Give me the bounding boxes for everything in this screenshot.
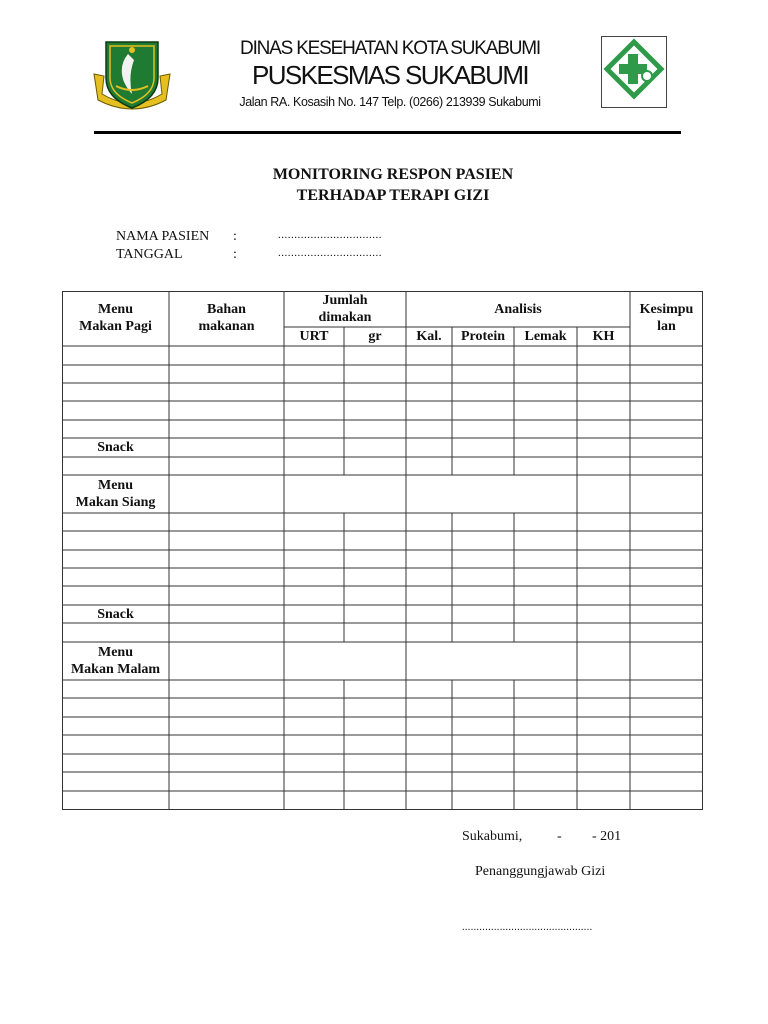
- row-label-snack-siang: Snack: [97, 607, 134, 622]
- col-header-kh: KH: [592, 329, 615, 344]
- col-header-lemak: Lemak: [524, 329, 567, 344]
- patient-name-colon: :: [233, 229, 237, 244]
- form-title-line1: MONITORING RESPON PASIEN: [272, 166, 514, 183]
- institution-address: Jalan RA. Kosasih No. 147 Telp. (0266) 213939 Sukabumi: [239, 95, 541, 109]
- date-label: TANGGAL: [116, 247, 183, 262]
- row-label-menu-malam: Menu Makan Malam: [70, 645, 161, 677]
- col-header-kesimpulan: Kesimpu lan: [639, 302, 694, 334]
- monitoring-table: [62, 291, 703, 810]
- agency-name: DINAS KESEHATAN KOTA SUKABUMI: [240, 38, 540, 59]
- row-label-menu-siang: Menu Makan Siang: [75, 478, 156, 510]
- institution-name: PUSKESMAS SUKABUMI: [251, 60, 529, 90]
- patient-name-label: NAMA PASIEN: [116, 229, 210, 244]
- signature-place: Sukabumi,: [462, 829, 523, 844]
- col-header-jumlah: Jumlah dimakan: [318, 293, 372, 325]
- signature-line[interactable]: .............................................: [462, 922, 593, 933]
- col-header-protein: Protein: [460, 329, 506, 344]
- col-header-gr: gr: [368, 329, 382, 344]
- form-title-line2: TERHADAP TERAPI GIZI: [296, 187, 490, 204]
- col-header-urt: URT: [299, 329, 329, 344]
- patient-name-blank[interactable]: ................................: [278, 229, 382, 241]
- date-colon: :: [233, 247, 237, 262]
- col-header-menu-pagi: Menu Makan Pagi: [79, 302, 152, 334]
- table-grid: [62, 291, 703, 810]
- signatory-role: Penanggungjawab Gizi: [475, 864, 606, 879]
- puskesmas-green-cross-icon: [601, 36, 667, 108]
- col-header-bahan: Bahan makanan: [198, 302, 255, 334]
- col-header-kal: Kal.: [416, 329, 442, 344]
- date-separator-1: -: [557, 829, 562, 844]
- row-label-snack-pagi: Snack: [97, 440, 134, 455]
- header-divider: [94, 131, 681, 134]
- sukabumi-city-emblem-icon: [88, 36, 176, 112]
- col-header-analisis: Analisis: [494, 302, 542, 317]
- date-separator-2: - 201: [592, 829, 622, 844]
- date-blank[interactable]: ................................: [278, 247, 382, 259]
